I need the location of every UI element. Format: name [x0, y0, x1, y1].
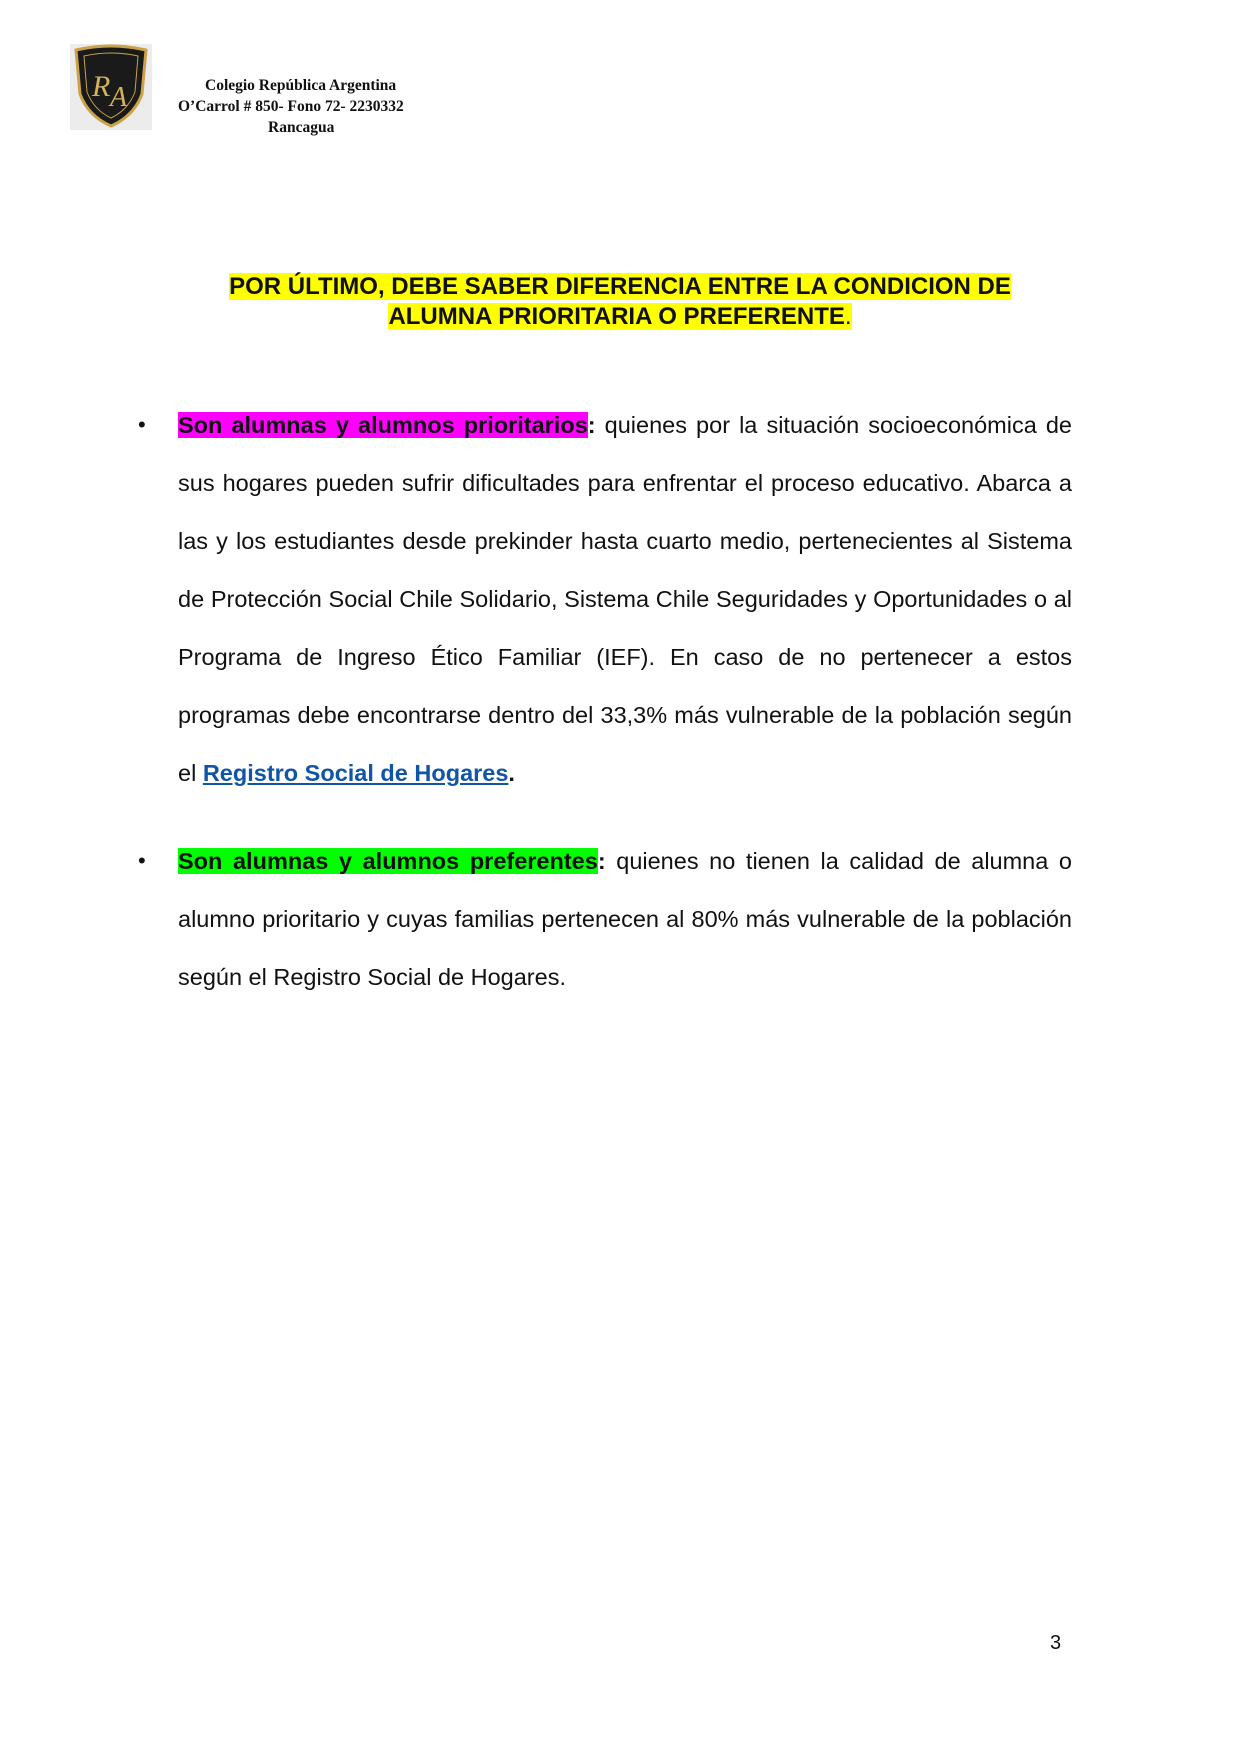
- title-line-2: ALUMNA PRIORITARIA O PREFERENTE: [388, 303, 845, 330]
- registro-social-link[interactable]: Registro Social de Hogares: [202, 760, 509, 786]
- definition-preferentes: quienes no tienen la calidad de alumna o alumno prioritario y cuyas familias pertenecen al 80% más vulnerable de la población según el Registro Social de Hogares.: [178, 848, 1072, 990]
- document-header: [70, 44, 490, 134]
- definition-prioritarios: quienes por la situación socioeconómica de sus hogares pueden sufrir dificultades para enfrentar el proceso educativo. Abarca a las y los estudiantes desde prekinder hasta cuarto medio, pertenecientes al Sistema de Protección Social Chile Solidario, Sistema Chile Seguridades y Oportunidades o al Programa de Ingreso Ético Familiar (IEF). En caso de no pertenecer a estos programas debe encontrarse dentro del 33,3% más vulnerable de la población según el: [178, 412, 1072, 786]
- svg-text:A: A: [110, 82, 128, 113]
- term-preferentes: Son alumnas y alumnos preferentes: [178, 848, 598, 874]
- page-number: 3: [1050, 1632, 1062, 1654]
- definition-end: .: [508, 760, 515, 786]
- school-city: Rancagua: [268, 119, 335, 136]
- term-colon: :: [587, 412, 596, 438]
- bullet-item-preferentes: [138, 832, 1072, 1006]
- bullet-item-prioritarios: [138, 396, 1072, 802]
- term-colon: :: [597, 848, 606, 874]
- bullet-icon: •: [138, 848, 146, 873]
- shield-logo-icon: [70, 44, 152, 130]
- term-prioritarios: Son alumnas y alumnos prioritarios: [178, 412, 588, 438]
- document-title: [140, 272, 1100, 332]
- title-period: .: [844, 303, 852, 330]
- bullet-icon: •: [138, 412, 146, 437]
- svg-text:R: R: [92, 70, 111, 103]
- school-address: O’Carrol # 850- Fono 72- 2230332: [178, 98, 404, 115]
- title-line-1: POR ÚLTIMO, DEBE SABER DIFERENCIA ENTRE LA CONDICION DE: [229, 273, 1011, 300]
- school-info: [178, 75, 478, 138]
- school-name: Colegio República Argentina: [205, 77, 397, 94]
- bullet-list: [138, 396, 1072, 1006]
